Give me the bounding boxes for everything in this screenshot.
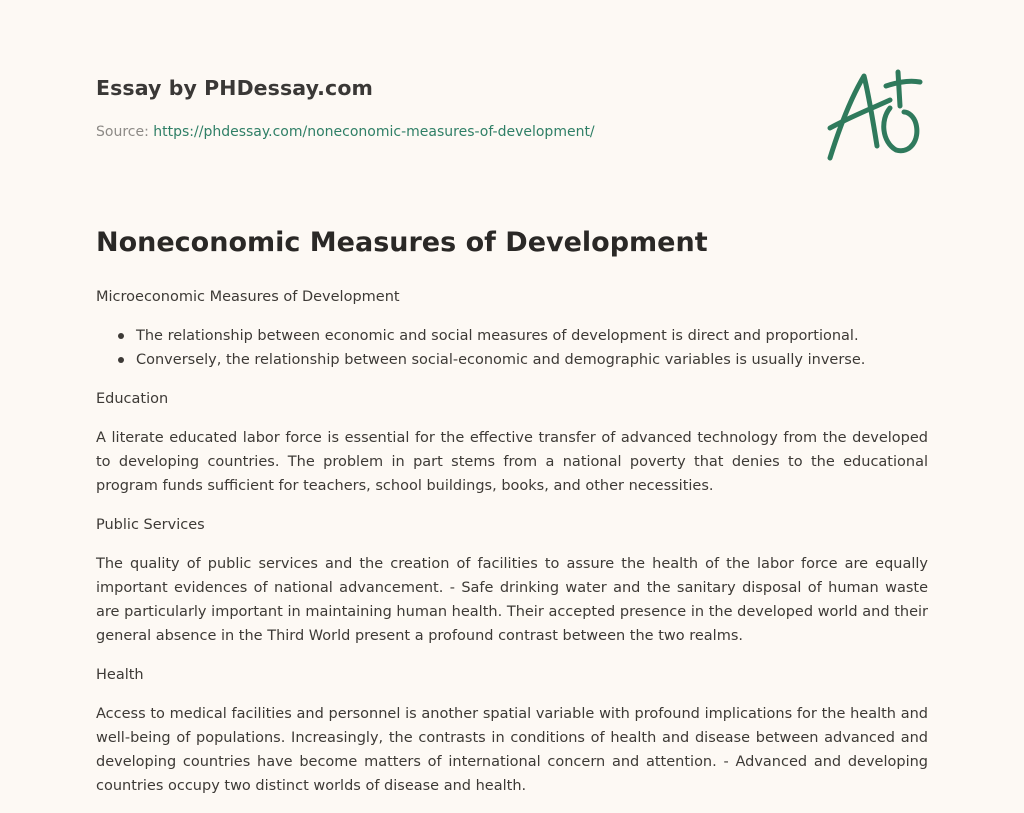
section-text-health: Access to medical facilities and personnel is another spatial variable with profound implications for the health and well-being of populations. Increasingly, the contrasts in conditions of health and disease between advanced and developing countries have become matters of international concern and attention. - Advanced and developing countries occupy two distinct worlds of disease and health. <box>96 706 928 794</box>
bullet-dot-icon <box>118 333 124 339</box>
site-title: Essay by PHDessay.com <box>96 76 373 100</box>
list-item-text: Conversely, the relationship between social-economic and demographic variables is usually inverse. <box>136 352 866 368</box>
list-item <box>136 348 928 372</box>
section-heading-education: Education <box>96 391 169 407</box>
section-text-public-services: The quality of public services and the creation of facilities to assure the health of the labor force are equally important evidences of national advancement. - Safe drinking water and the sanitary disposal of human waste are particularly important in maintaining human health. Their accepted presence in the developed world and their general absence in the Third World present a profound contrast between the two realms. <box>96 556 928 644</box>
a-plus-grade-icon <box>824 66 928 166</box>
list-item-text: The relationship between economic and social measures of development is direct and proportional. <box>136 328 859 344</box>
bullet-dot-icon <box>118 357 124 363</box>
list-item <box>136 324 928 348</box>
section-text-education: A literate educated labor force is essential for the effective transfer of advanced technology from the developed to developing countries. The problem in part stems from a national poverty that denies to the educational program funds sufficient for teachers, school buildings, books, and other necessities. <box>96 430 928 494</box>
document-body <box>96 285 928 813</box>
document-title: Noneconomic Measures of Development <box>96 227 708 258</box>
section-heading-health: Health <box>96 667 144 683</box>
source-link[interactable]: https://phdessay.com/noneconomic-measures-of-development/ <box>153 124 595 140</box>
bullet-list <box>96 324 928 372</box>
source-label: Source: <box>96 124 154 140</box>
section-heading-public-services: Public Services <box>96 517 205 533</box>
source-line <box>96 124 595 140</box>
intro-heading: Microeconomic Measures of Development <box>96 289 400 305</box>
